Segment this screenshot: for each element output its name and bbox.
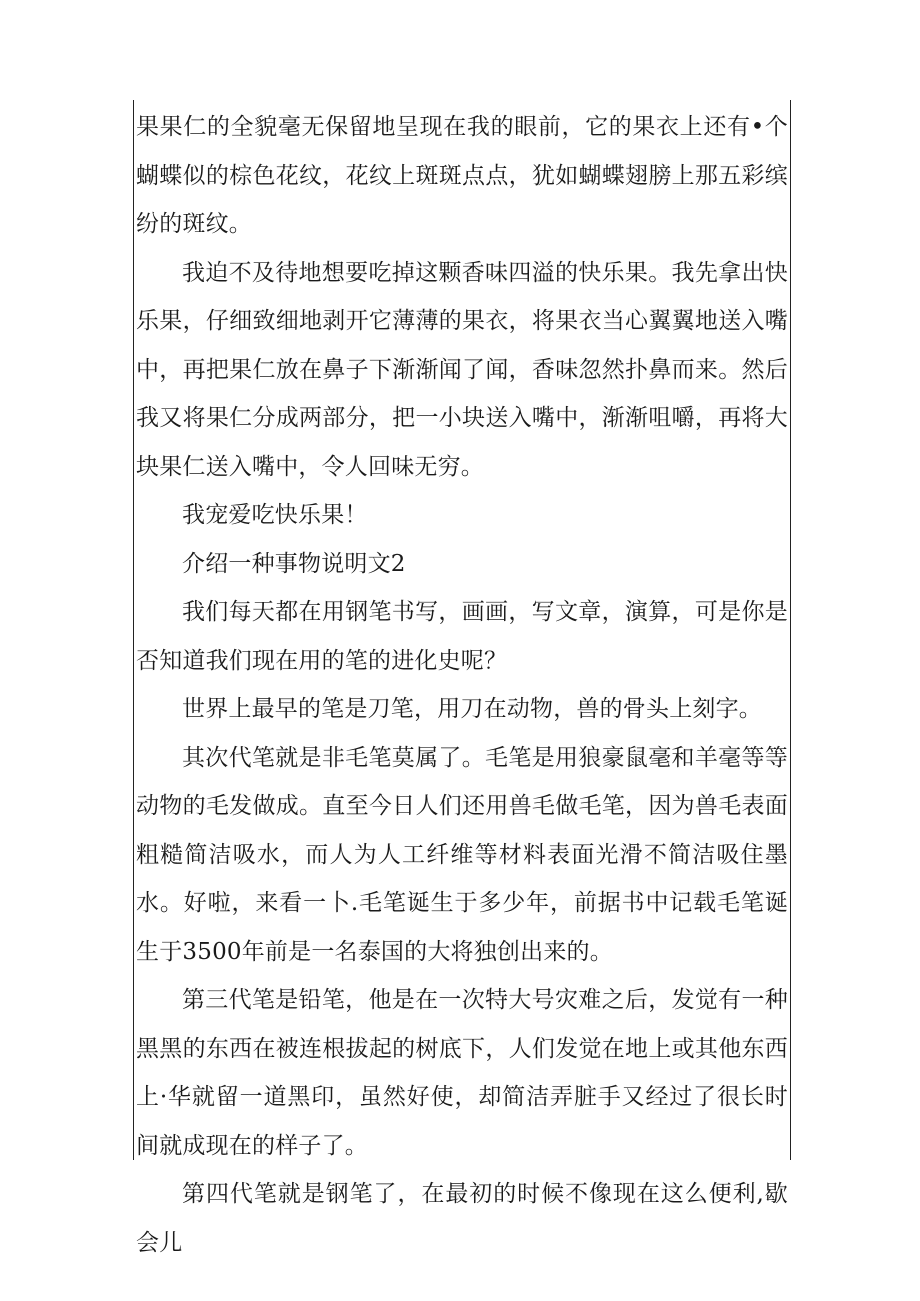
paragraph-2: 我迫不及待地想要吃掉这颗香味四溢的快乐果。我先拿出快乐果，仔细致细地剥开它薄薄的果衣，将果衣当心翼翼地送入嘴中，再把果仁放在鼻子下渐渐闻了闻，香味忽然扑鼻而来。然后我又将果仁分成两部分，把一小块送入嘴中，渐渐咀嚼，再将大块果仁送入嘴中，令人回味无穷。	[136, 259, 788, 480]
paragraph-6: 世界上最早的笔是刀笔，用刀在动物，兽的骨头上刻字。	[182, 696, 762, 722]
paragraph-1: 果果仁的全貌毫无保留地呈现在我的眼前，它的果衣上还有•个蝴蝶似的棕色花纹，花纹上斑斑点点，犹如蝴蝶翅膀上那五彩缤纷的斑纹。	[136, 114, 788, 237]
frame-right-border	[790, 100, 791, 1160]
document-body	[136, 103, 788, 1267]
paragraph-3: 我宠爱吃快乐果！	[182, 502, 368, 528]
paragraph-9: 第四代笔就是钢笔了，在最初的时候不像现在这么便利,歇会儿	[136, 1181, 788, 1256]
paragraph-5: 我们每天都在用钢笔书写，画画，写文章，演算，可是你是否知道我们现在用的笔的进化史呢？	[136, 599, 788, 674]
frame-left-border	[133, 100, 134, 1160]
section-heading: 介绍一种事物说明文2	[182, 550, 406, 577]
paragraph-7: 其次代笔就是非毛笔莫属了。毛笔是用狼豪鼠毫和羊毫等等动物的毛发做成。直至今日人们还用兽毛做毛笔，因为兽毛表面粗糙简洁吸水，而人为人工纤维等材料表面光滑不简洁吸住墨水。好啦，来看一卜.毛笔诞生于多少年，前据书中记载毛笔诞生于3500年前是一名泰国的大将独创出来的。	[136, 744, 788, 965]
paragraph-8: 第三代笔是铅笔，他是在一次特大号灾难之后，发觉有一种黑黑的东西在被连根拔起的树底下，人们发觉在地上或其他东西上·华就留一道黑印，虽然好使，却简洁弄脏手又经过了很长时间就成现在的样子了。	[136, 987, 788, 1159]
